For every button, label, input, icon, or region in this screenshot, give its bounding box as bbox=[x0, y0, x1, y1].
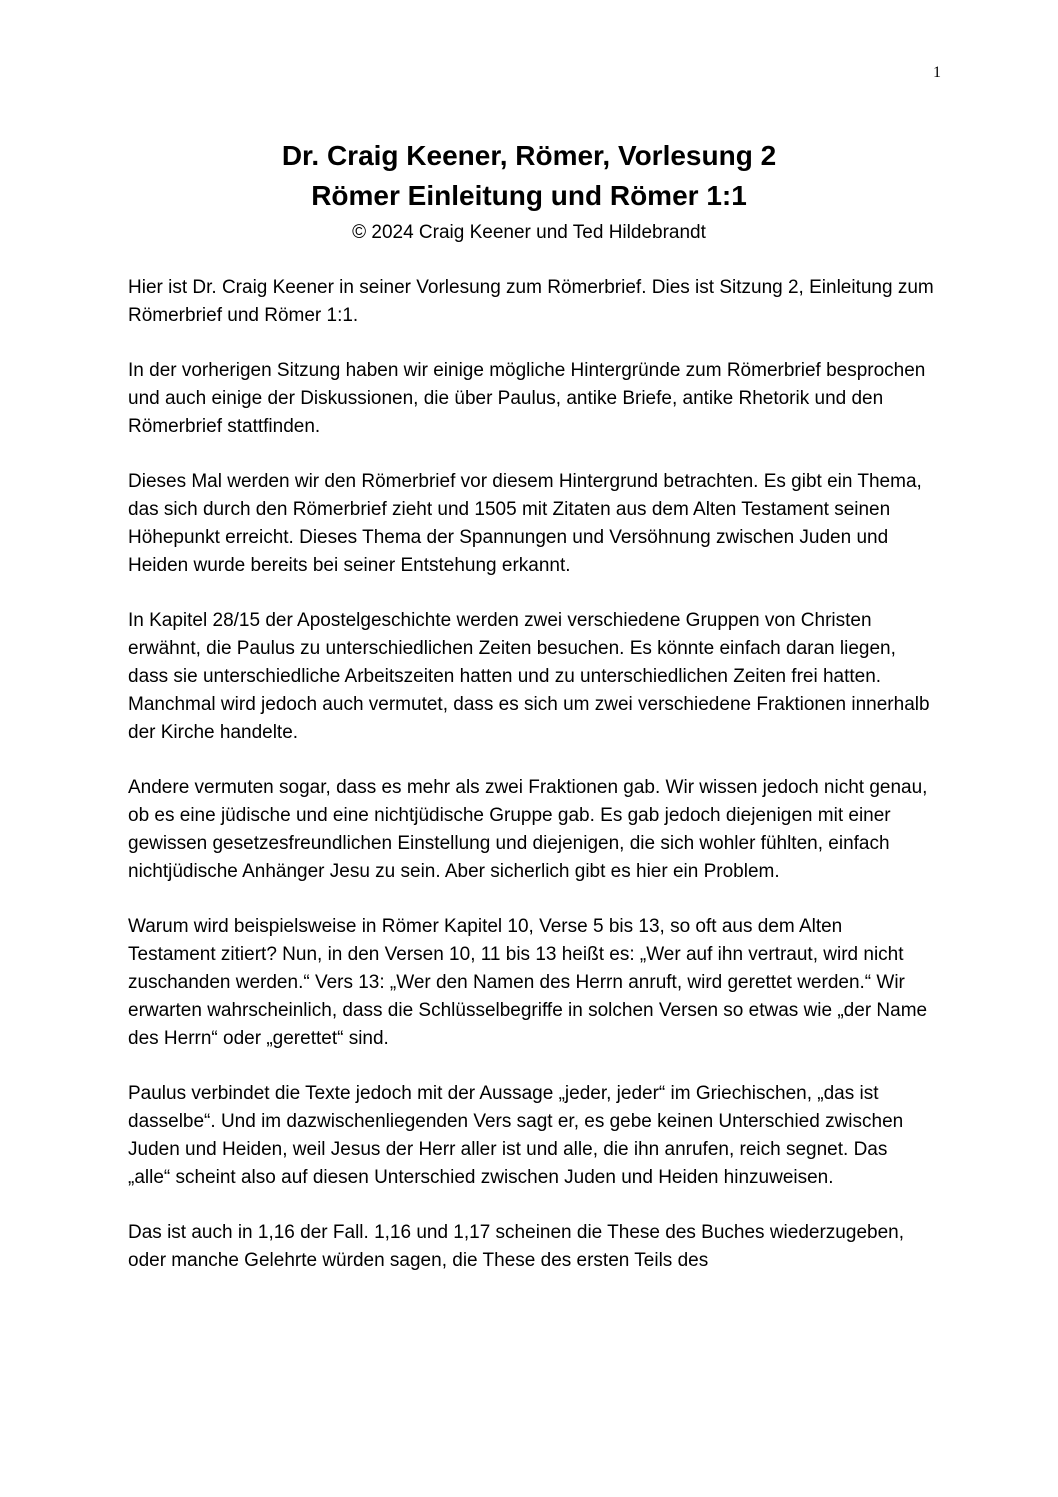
paragraph: Paulus verbindet die Texte jedoch mit der Aussage „jeder, jeder“ im Griechischen, „das ist dasselbe“. Und im dazwischenliegenden Vers sagt er, es gebe keinen Unterschied zwischen Juden und Heiden, weil Jesus der Herr aller ist und alle, die ihn anrufen, reich segnet. Das „alle“ scheint also auf diesen Unterschied zwischen Juden und Heiden hinzuweisen. bbox=[128, 1083, 904, 1188]
paragraph: Dieses Mal werden wir den Römerbrief vor diesem Hintergrund betrachten. Es gibt ein Thema, das sich durch den Römerbrief zieht und 1505 mit Zitaten aus dem Alten Testament seinen Höhepunkt erreicht. Dieses Thema der Spannungen und Versöhnung zwischen Juden und Heiden wurde bereits bei seiner Entstehung erkannt. bbox=[128, 471, 922, 576]
page-number: 1 bbox=[933, 64, 941, 81]
document-title: Dr. Craig Keener, Römer, Vorlesung 2 bbox=[281, 140, 777, 171]
document-subtitle: Römer Einleitung und Römer 1:1 bbox=[311, 180, 747, 211]
paragraph: Das ist auch in 1,16 der Fall. 1,16 und 1,17 scheinen die These des Buches wiederzugeben, oder manche Gelehrte würden sagen, die These des ersten Teils des bbox=[128, 1222, 904, 1271]
paragraph: In der vorherigen Sitzung haben wir einige mögliche Hintergründe zum Römerbrief besprochen und auch einige der Diskussionen, die über Paulus, antike Briefe, antike Rhetorik und den Römerbrief stattfinden. bbox=[128, 360, 926, 437]
document-header bbox=[0, 136, 1058, 248]
copyright-notice: © 2024 Craig Keener und Ted Hildebrandt bbox=[352, 222, 706, 243]
paragraph: Hier ist Dr. Craig Keener in seiner Vorlesung zum Römerbrief. Dies ist Sitzung 2, Einleitung zum Römerbrief und Römer 1:1. bbox=[128, 277, 934, 326]
paragraph: Andere vermuten sogar, dass es mehr als zwei Fraktionen gab. Wir wissen jedoch nicht genau, ob es eine jüdische und eine nichtjüdische Gruppe gab. Es gab jedoch diejenigen mit einer gewissen gesetzesfreundlichen Einstellung und diejenigen, die sich wohler fühlten, einfach nichtjüdische Anhänger Jesu zu sein. Aber sicherlich gibt es hier ein Problem. bbox=[128, 777, 928, 882]
paragraph: Warum wird beispielsweise in Römer Kapitel 10, Verse 5 bis 13, so oft aus dem Alten Testament zitiert? Nun, in den Versen 10, 11 bis 13 heißt es: „Wer auf ihn vertraut, wird nicht zuschanden werden.“ Vers 13: „Wer den Namen des Herrn anruft, wird gerettet werden.“ Wir erwarten wahrscheinlich, dass die Schlüsselbegriffe in solchen Versen so etwas wie „der Name des Herrn“ oder „gerettet“ sind. bbox=[128, 916, 928, 1049]
document-body bbox=[128, 274, 934, 1302]
paragraph: In Kapitel 28/15 der Apostelgeschichte werden zwei verschiedene Gruppen von Christen erwähnt, die Paulus zu unterschiedlichen Zeiten besuchen. Es könnte einfach daran liegen, dass sie unterschiedliche Arbeitszeiten hatten und zu unterschiedlichen Zeiten frei hatten. Manchmal wird jedoch auch vermutet, dass es sich um zwei verschiedene Fraktionen innerhalb der Kirche handelte. bbox=[128, 610, 930, 743]
